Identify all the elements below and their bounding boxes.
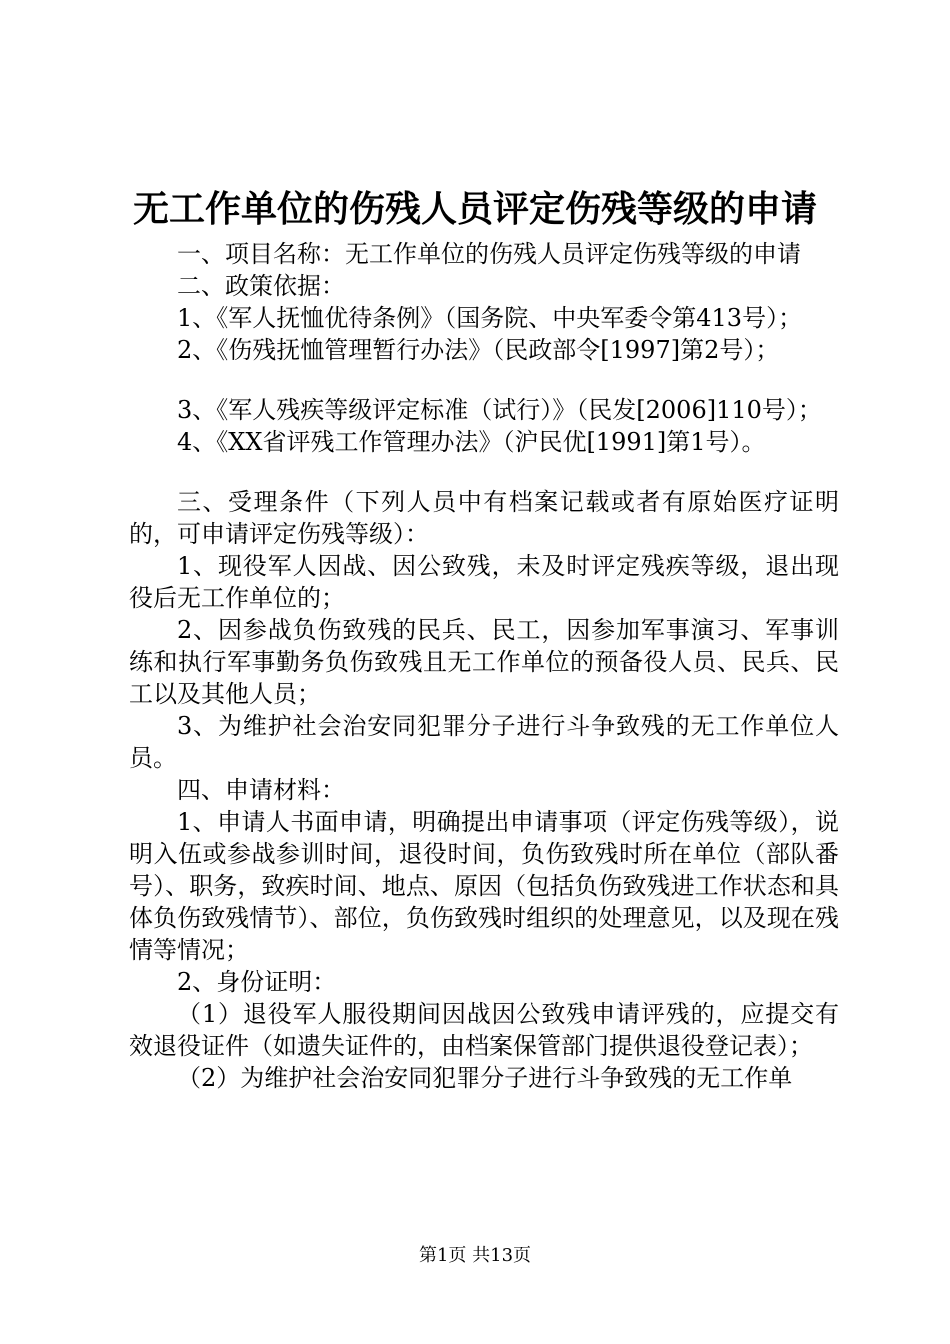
paragraph: 二、政策依据： <box>177 272 345 300</box>
paragraph: 4、《XX省评残工作管理办法》（沪民优[1991]第1号）。 <box>177 428 766 456</box>
paragraph: 三、受理条件（下列人员中有档案记载或者有原始医疗证明的，可申请评定伤残等级）： <box>129 488 839 548</box>
paragraph: 2、因参战负伤致残的民兵、民工，因参加军事演习、军事训练和执行军事勤务负伤致残且无工作单位的预备役人员、民兵、民工以及其他人员； <box>129 616 839 708</box>
paragraph: 3、为维护社会治安同犯罪分子进行斗争致残的无工作单位人员。 <box>129 712 839 772</box>
paragraph: 2、身份证明： <box>177 968 337 996</box>
paragraph: 一、项目名称：无工作单位的伤残人员评定伤残等级的申请 <box>177 240 801 268</box>
paragraph: 3、《军人残疾等级评定标准（试行）》（民发[2006]110号）； <box>177 396 822 424</box>
paragraph: 1、现役军人因战、因公致残，未及时评定残疾等级，退出现役后无工作单位的； <box>129 552 839 612</box>
paragraph: 1、申请人书面申请，明确提出申请事项（评定伤残等级），说明入伍或参战参训时间，退役时间，负伤致残时所在单位（部队番号）、职务，致疾时间、地点、原因（包括负伤致残进工作状态和具体负伤致残情节）、部位，负伤致残时组织的处理意见，以及现在残情等情况； <box>129 808 839 964</box>
paragraph: 四、申请材料： <box>177 776 345 804</box>
paragraph: （2）为维护社会治安同犯罪分子进行斗争致残的无工作单 <box>177 1064 793 1092</box>
paragraph: （1）退役军人服役期间因战因公致残申请评残的，应提交有效退役证件（如遗失证件的，由档案保管部门提供退役登记表）； <box>129 1000 839 1060</box>
page-number: 第1页 共13页 <box>418 1245 532 1266</box>
document-body <box>129 238 839 1094</box>
paragraph: 1、《军人抚恤优待条例》（国务院、中央军委令第413号）； <box>177 304 803 332</box>
paragraph: 2、《伤残抚恤管理暂行办法》（民政部令[1997]第2号）； <box>177 336 780 364</box>
document-title: 无工作单位的伤残人员评定伤残等级的申请 <box>132 188 817 230</box>
